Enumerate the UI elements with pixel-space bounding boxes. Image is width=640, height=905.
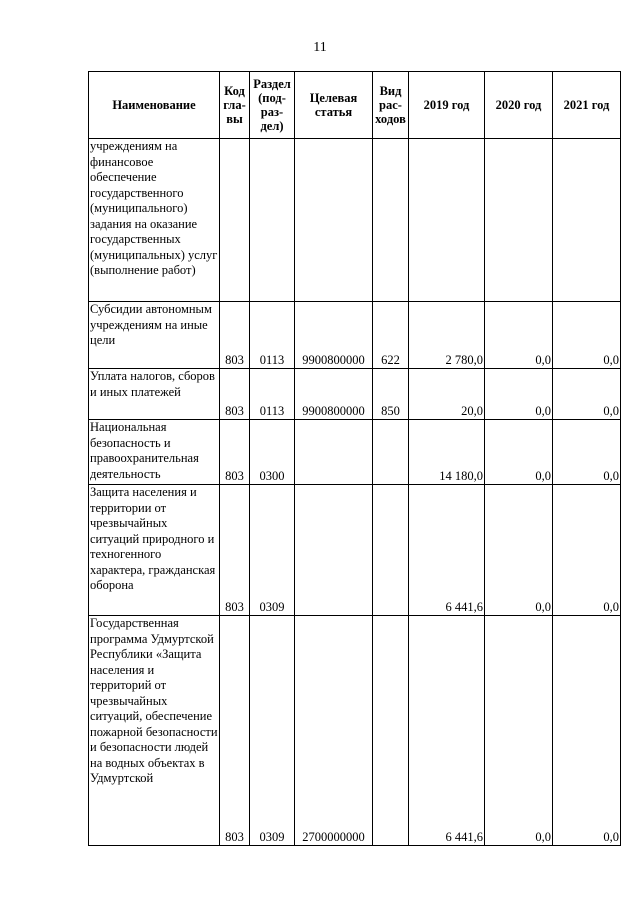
row-2021: 0,0	[553, 485, 621, 616]
row-target	[295, 485, 373, 616]
table-row	[89, 420, 621, 485]
table-row	[89, 139, 621, 302]
row-name: Защита населения и территории от чрезвычайных ситуаций природного и техногенного характера, гражданская оборона	[89, 485, 220, 616]
row-name: учреждениям на финансовое обеспечение государственного (муниципального) задания на оказание государственных (муниципальных) услуг (выполнение работ)	[89, 139, 220, 302]
header-expense-type: Вид рас- ходов	[373, 72, 409, 139]
header-chapter-code: Код гла- вы	[220, 72, 250, 139]
header-year-2021: 2021 год	[553, 72, 621, 139]
row-2019	[409, 139, 485, 302]
row-expense	[373, 139, 409, 302]
row-target	[295, 139, 373, 302]
header-name: Наименование	[89, 72, 220, 139]
row-2019: 2 780,0	[409, 302, 485, 369]
row-2020: 0,0	[485, 369, 553, 420]
row-chapter: 803	[220, 616, 250, 846]
row-2020: 0,0	[485, 485, 553, 616]
row-name: Государственная программа Удмуртской Республики «Защита населения и территорий от чрезвычайных ситуаций, обеспечение пожарной безопасности и безопасности людей на водных объектах в Удмуртской	[89, 616, 220, 846]
row-expense	[373, 485, 409, 616]
row-2021: 0,0	[553, 616, 621, 846]
row-section: 0300	[250, 420, 295, 485]
row-target: 2700000000	[295, 616, 373, 846]
row-chapter	[220, 139, 250, 302]
row-section: 0113	[250, 302, 295, 369]
table-row	[89, 485, 621, 616]
row-2019: 6 441,6	[409, 616, 485, 846]
row-expense: 622	[373, 302, 409, 369]
row-expense: 850	[373, 369, 409, 420]
header-year-2019: 2019 год	[409, 72, 485, 139]
row-target	[295, 420, 373, 485]
row-section: 0309	[250, 485, 295, 616]
row-2020	[485, 139, 553, 302]
header-row	[89, 72, 621, 139]
row-chapter: 803	[220, 420, 250, 485]
row-section	[250, 139, 295, 302]
row-2021: 0,0	[553, 369, 621, 420]
row-2021	[553, 139, 621, 302]
row-name: Национальная безопасность и правоохранительная деятельность	[89, 420, 220, 485]
row-2019: 14 180,0	[409, 420, 485, 485]
row-chapter: 803	[220, 485, 250, 616]
row-chapter: 803	[220, 369, 250, 420]
row-2020: 0,0	[485, 420, 553, 485]
row-2019: 20,0	[409, 369, 485, 420]
row-expense	[373, 420, 409, 485]
row-name: Субсидии автономным учреждениям на иные цели	[89, 302, 220, 369]
row-chapter: 803	[220, 302, 250, 369]
row-target: 9900800000	[295, 302, 373, 369]
header-target-article: Целевая статья	[295, 72, 373, 139]
row-2020: 0,0	[485, 616, 553, 846]
page-number: 11	[313, 40, 327, 55]
header-section: Раздел (под- раз- дел)	[250, 72, 295, 139]
row-2020: 0,0	[485, 302, 553, 369]
row-section: 0309	[250, 616, 295, 846]
table-row	[89, 369, 621, 420]
row-name: Уплата налогов, сборов и иных платежей	[89, 369, 220, 420]
row-2021: 0,0	[553, 420, 621, 485]
row-target: 9900800000	[295, 369, 373, 420]
row-section: 0113	[250, 369, 295, 420]
row-2019: 6 441,6	[409, 485, 485, 616]
header-year-2020: 2020 год	[485, 72, 553, 139]
table-row	[89, 302, 621, 369]
row-2021: 0,0	[553, 302, 621, 369]
budget-table	[88, 71, 621, 846]
row-expense	[373, 616, 409, 846]
table-row	[89, 616, 621, 846]
